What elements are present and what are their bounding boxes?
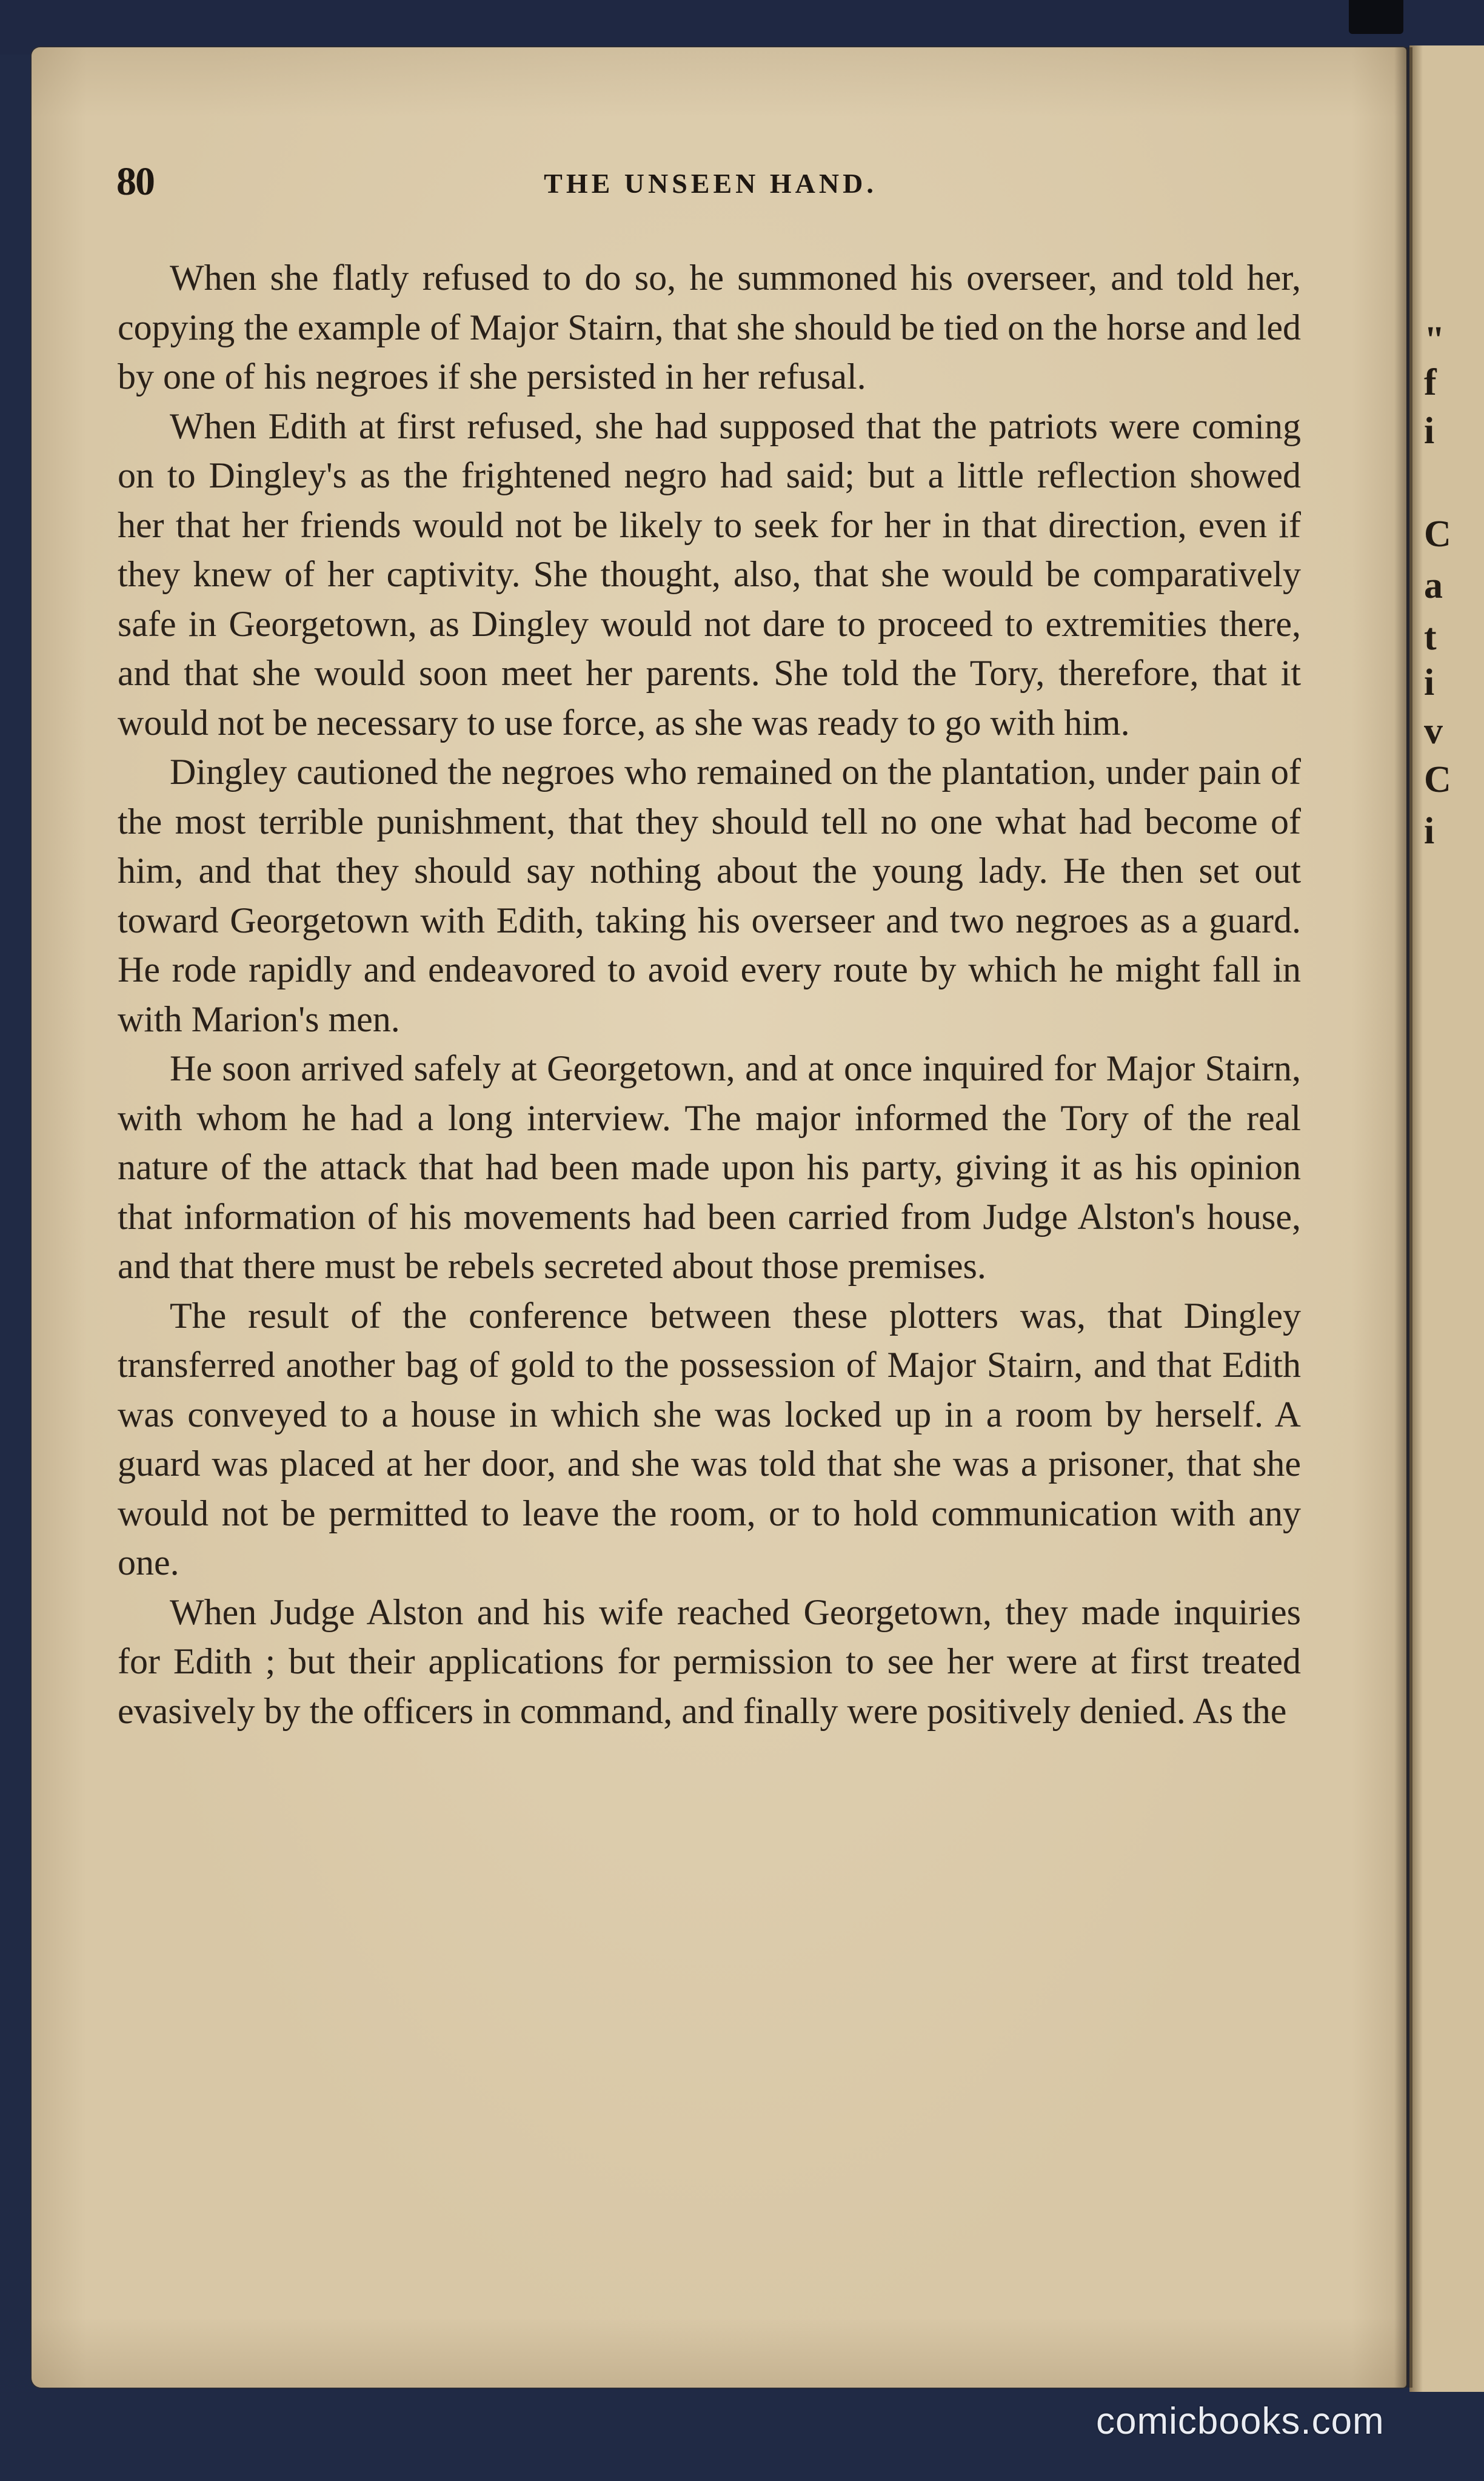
scan-background bbox=[0, 0, 1484, 55]
paragraph: When Edith at first refused, she had supposed that the patriots were coming on to Dingley's as the frightened negro had said; but a little reflection showed her that her friends would not be likely to seek for her in that direction, even if they knew of her captivity. She thought, also, that she would be comparatively safe in Georgetown, as Dingley would not dare to proceed to extremities there, and that she would soon meet her parents. She told the Tory, therefore, that it would not be necessary to use force, as she was ready to go with him. bbox=[118, 406, 1301, 743]
body-text bbox=[118, 253, 1301, 1736]
facing-page-fragment: i bbox=[1424, 811, 1435, 852]
facing-page-fragment: C bbox=[1424, 514, 1451, 555]
facing-page-fragment: a bbox=[1424, 565, 1443, 606]
facing-page-fragment: t bbox=[1424, 617, 1437, 658]
facing-page-edge bbox=[1409, 45, 1484, 2392]
facing-page-fragment: f bbox=[1424, 362, 1437, 403]
gutter-shadow bbox=[1394, 47, 1412, 2388]
facing-page-fragment: C bbox=[1424, 759, 1451, 800]
paragraph: The result of the conference between these plotters was, that Dingley transferred another bag of gold to the possession of Major Stairn, and that Edith was conveyed to a house in which she was locked up in a room by herself. A guard was placed at her door, and she was told that she was a prisoner, that she would not be permitted to leave the room, or to hold communication with any one. bbox=[118, 1295, 1301, 1582]
running-head bbox=[116, 159, 1305, 207]
facing-page-fragment: i bbox=[1424, 662, 1435, 703]
facing-page-fragment: " bbox=[1424, 320, 1445, 361]
paragraph: He soon arrived safely at Georgetown, and at once inquired for Major Stairn, with whom he had a long interview. The major informed the Tory of the real nature of the attack that had been made upon his party, giving it as his opinion that information of his movements had been carried from Judge Alston's house, and that there must be rebels secreted about those premises. bbox=[118, 1048, 1301, 1286]
paragraph: When Judge Alston and his wife reached Georgetown, they made inquiries for Edith ; but their applications for permission to see her were at first treated evasively by the officers in command, and finally were positively denied. As the bbox=[118, 1592, 1301, 1731]
site-watermark: comicbooks.com bbox=[1096, 2400, 1385, 2442]
page-number: 80 bbox=[116, 159, 154, 204]
facing-page-fragment: v bbox=[1424, 711, 1443, 752]
paragraph: Dingley cautioned the negroes who remained on the plantation, under pain of the most terrible punishment, that they should tell no one what had become of him, and that they should say nothing about the young lady. He then set out toward Georgetown with Edith, taking his overseer and two negroes as a guard. He rode rapidly and endeavored to avoid every route by which he might fall in with Marion's men. bbox=[118, 752, 1301, 1039]
facing-page-fragment: i bbox=[1424, 410, 1435, 452]
paragraph: When she flatly refused to do so, he summoned his overseer, and told her, copying the example of Major Stairn, that she should be tied on the horse and led by one of his negroes if she persisted in her refusal. bbox=[118, 258, 1301, 397]
running-title: THE UNSEEN HAND. bbox=[544, 168, 877, 199]
binding-clip bbox=[1349, 0, 1403, 34]
